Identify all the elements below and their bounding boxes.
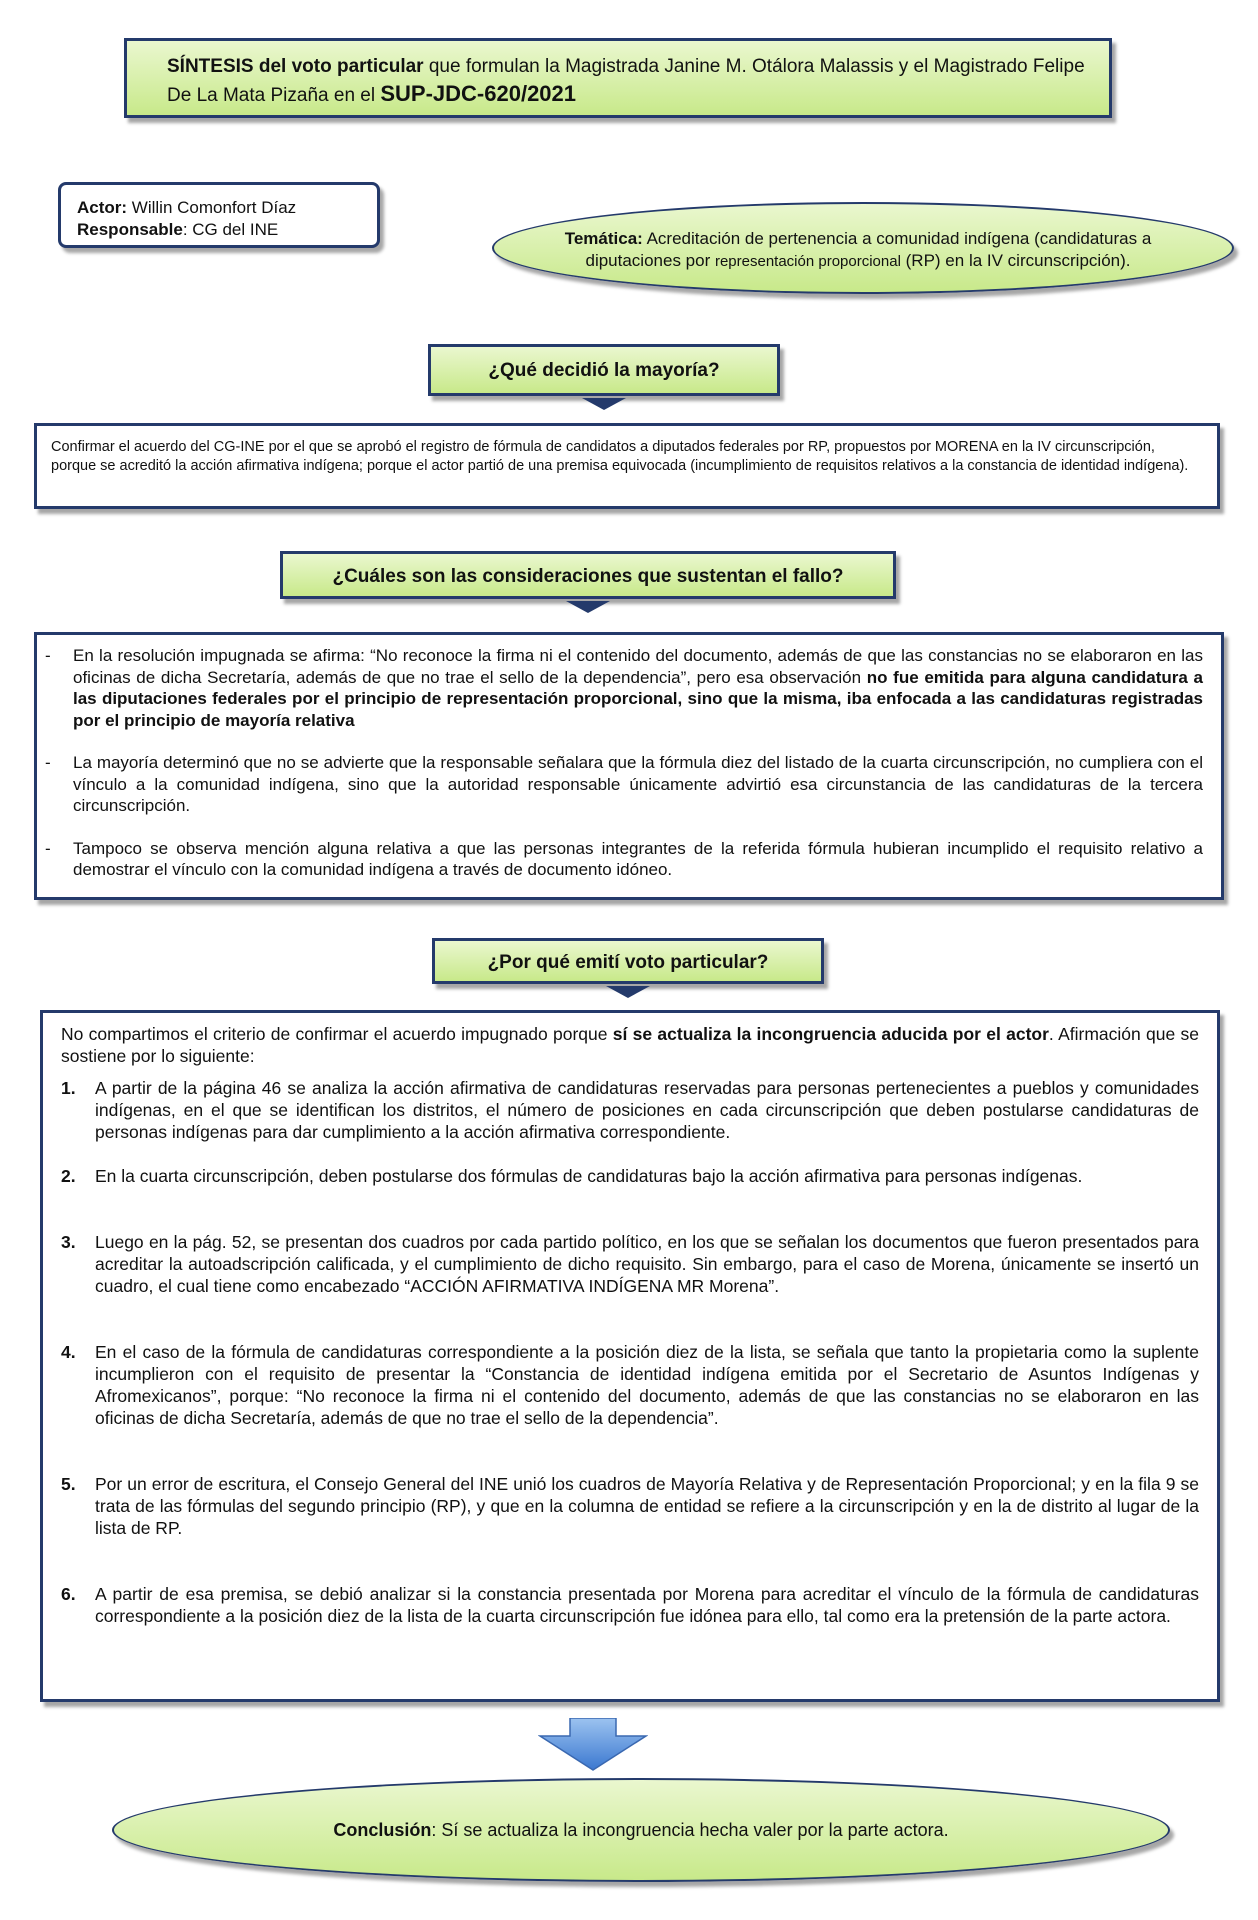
tematica-text-end: (RP) en la IV circunscripción). bbox=[900, 251, 1131, 270]
reason-item bbox=[61, 1583, 1199, 1627]
reason-item bbox=[61, 1341, 1199, 1429]
reason-text: A partir de la página 46 se analiza la acción afirmativa de candidaturas reservadas para personas pertenecientes a pueblos y comunidades indígenas, en el que se identifican los distritos, el número de posiciones en cada circunscripción que deben postularse candidaturas de personas indígenas para dar cumplimiento a la acción afirmativa correspondiente. bbox=[95, 1078, 1199, 1142]
vote-intro-text: No compartimos el criterio de confirmar el acuerdo impugnado porque bbox=[61, 1024, 613, 1044]
majority-decision-box bbox=[34, 423, 1220, 509]
consideration-item bbox=[55, 752, 1203, 817]
reason-item bbox=[61, 1231, 1199, 1297]
title-body: que formulan la Magistrada Janine M. Otálora Malassis y el Magistrado Felipe De La Mata Pizaña en el bbox=[167, 56, 1085, 106]
reason-number: 6. bbox=[61, 1584, 76, 1604]
majority-text: Confirmar el acuerdo del CG-INE por el que se aprobó el registro de fórmula de candidatos a diputados federales por RP, propuestos por MORENA en la IV circunscripción, porque se acreditó la acción afirmativa indígena; porque el actor partió de una premisa equivocada (incumplimiento de requisitos relativos a la constancia de identidad indígena). bbox=[51, 439, 1189, 474]
reason-text: En la cuarta circunscripción, deben postularse dos fórmulas de candidaturas bajo la acción afirmativa para personas indígenas. bbox=[95, 1166, 1083, 1186]
reason-number: 5. bbox=[61, 1474, 76, 1494]
pointer-arrow bbox=[582, 398, 626, 410]
pointer-arrow bbox=[606, 986, 650, 998]
vote-intro-bold: sí se actualiza la incongruencia aducida por el actor bbox=[612, 1024, 1049, 1044]
actor-value: Willin Comonfort Díaz bbox=[127, 198, 297, 217]
consideration-text: La mayoría determinó que no se advierte que la responsable señalara que la fórmula diez del listado de la cuarta circunscripción, no cumpliera con el vínculo a la comunidad indígena, sino que la autoridad responsable únicamente advirtió esa circunstancia de las candidaturas de la tercera circunscripción. bbox=[73, 753, 1203, 815]
actor-label: Actor: bbox=[77, 198, 128, 217]
reason-item bbox=[61, 1077, 1199, 1143]
reason-number: 4. bbox=[61, 1342, 76, 1362]
case-code: SUP-JDC-620/2021 bbox=[380, 81, 577, 106]
reason-number: 1. bbox=[61, 1078, 76, 1098]
conclusion-text: : Sí se actualiza la incongruencia hecha valer por la parte actora. bbox=[431, 1820, 949, 1840]
reason-number: 3. bbox=[61, 1232, 76, 1252]
reason-text: En el caso de la fórmula de candidaturas correspondiente a la posición diez de la lista, se señala que tanto la propietaria como la suplente incumplieron con el requisito de presentar la “Constancia de identidad indígena emitida por el Secretario de Asuntos Indígenas y Afromexicanos”, porque: “No reconoce la firma ni el contenido del documento, además de que las constancias no se elaboraron en las oficinas de dicha Secretaría, además de que no trae el sello de la dependencia”. bbox=[95, 1342, 1199, 1428]
reason-text: A partir de esa premisa, se debió analizar si la constancia presentada por Morena para acreditar el vínculo de la fórmula de candidaturas correspondiente a la posición diez de la lista de la cuarta circunscripción fue idónea para ello, tal como era la pretensión de la parte actora. bbox=[95, 1584, 1199, 1626]
consideration-item bbox=[55, 838, 1203, 881]
responsable-line bbox=[77, 219, 361, 241]
question-considerations: ¿Cuáles son las consideraciones que sustentan el fallo? bbox=[280, 551, 896, 599]
question-majority: ¿Qué decidió la mayoría? bbox=[428, 344, 780, 396]
consideration-bold-text: no fue emitida para alguna candidatura a las diputaciones federales por el principio de representación proporcional, sino que la misma, iba enfocada a las candidaturas registradas por el principio de mayoría relativa bbox=[73, 667, 1203, 730]
down-arrow-icon bbox=[538, 1718, 648, 1772]
consideration-text: En la resolución impugnada se afirma: “No reconoce la firma ni el contenido del documento, además de que las constancias no se elaboraron en las oficinas de dicha Secretaría, además de que no trae el sello de la dependencia”, pero esa observación bbox=[73, 646, 1203, 687]
tematica-small-text: representación proporcional bbox=[714, 253, 901, 270]
vote-reasons-box bbox=[40, 1010, 1220, 1702]
actor-box bbox=[58, 182, 380, 248]
responsable-label: Responsable bbox=[77, 220, 183, 239]
conclusion-ellipse bbox=[112, 1778, 1170, 1882]
tematica-label: Temática: bbox=[564, 229, 643, 248]
consideration-text: Tampoco se observa mención alguna relativa a que las personas integrantes de la referida fórmula hubieran incumplido el requisito relativo a demostrar el vínculo con la comunidad indígena a través de documento idóneo. bbox=[73, 838, 1203, 879]
reason-text: Por un error de escritura, el Consejo General del INE unió los cuadros de Mayoría Relativa y de Representación Proporcional; y en la fila 9 se trata de las fórmulas del segundo principio (RP), y que en la columna de entidad se refiere a la circunscripción y en la de distrito al lugar de la lista de RP. bbox=[95, 1474, 1199, 1538]
vote-intro-end: . Afirmación que se sostiene por lo siguiente: bbox=[61, 1024, 1199, 1066]
considerations-box bbox=[34, 632, 1224, 900]
question-vote: ¿Por qué emití voto particular? bbox=[432, 938, 824, 984]
vote-intro bbox=[61, 1023, 1199, 1067]
reason-number: 2. bbox=[61, 1166, 76, 1186]
title-box bbox=[124, 38, 1112, 118]
responsable-value: : CG del INE bbox=[182, 220, 279, 239]
reason-item bbox=[61, 1473, 1199, 1539]
pointer-arrow bbox=[566, 601, 610, 613]
reason-item bbox=[61, 1165, 1199, 1187]
tematica-ellipse bbox=[492, 202, 1234, 294]
tematica-text: Acreditación de pertenencia a comunidad indígena (candidaturas a diputaciones por bbox=[585, 229, 1152, 270]
consideration-item bbox=[55, 645, 1203, 731]
title-lead: SÍNTESIS del voto particular bbox=[167, 56, 424, 77]
conclusion-label: Conclusión bbox=[333, 1820, 432, 1840]
actor-line bbox=[77, 197, 361, 219]
reason-text: Luego en la pág. 52, se presentan dos cuadros por cada partido político, en los que se señalan los documentos que fueron presentados para acreditar la autoadscripción calificada, y el cumplimiento de dicho requisito. Sin embargo, para el caso de Morena, únicamente se insertó un cuadro, el cual tiene como encabezado “ACCIÓN AFIRMATIVA INDÍGENA MR Morena”. bbox=[95, 1232, 1199, 1296]
